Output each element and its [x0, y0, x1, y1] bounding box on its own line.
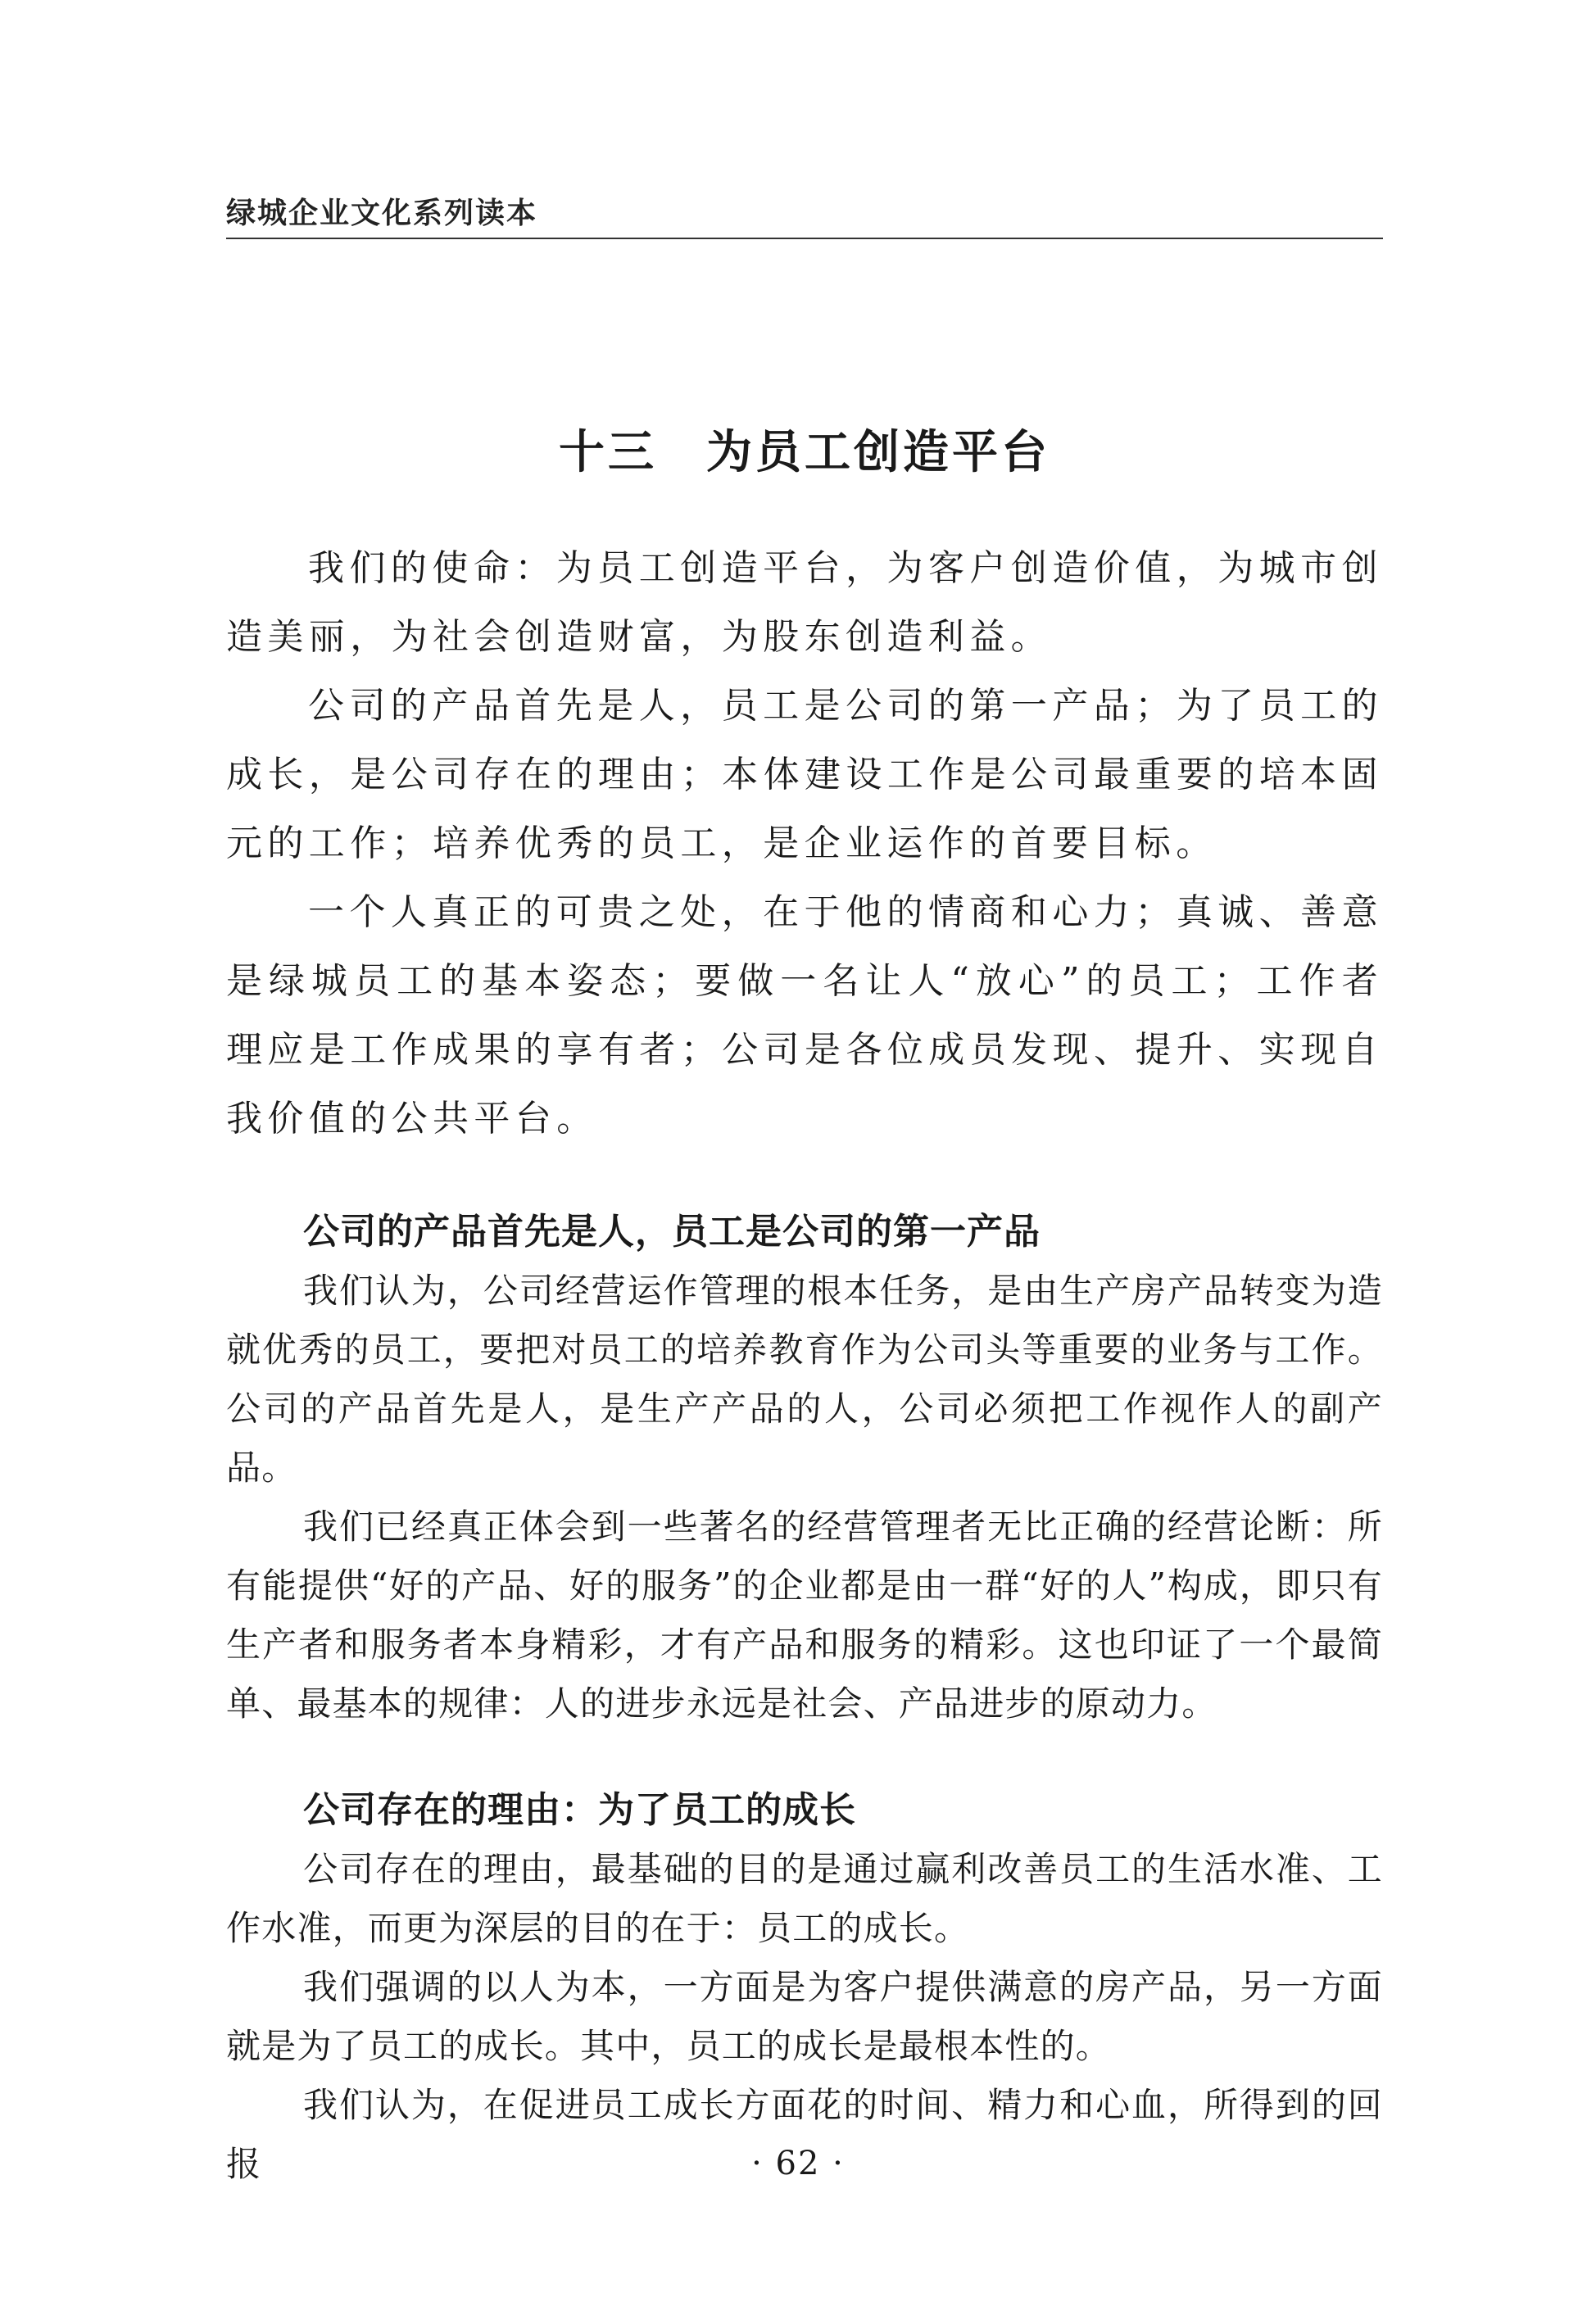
intro — [226, 534, 1383, 1153]
intro-paragraph: 公司的产品首先是人，员工是公司的第一产品；为了员工的成长，是公司存在的理由；本体建设工作是公司最重要的培本固元的工作；培养优秀的员工，是企业运作的首要目标。 — [226, 685, 1383, 864]
section-heading: 公司存在的理由：为了员工的成长 — [303, 1789, 856, 1831]
running-header: 绿城企业文化系列读本 — [226, 197, 538, 230]
section-heading: 公司的产品首先是人，员工是公司的第一产品 — [303, 1211, 1041, 1253]
chapter-title — [226, 416, 1383, 482]
body-paragraph: 我们强调的以人为本，一方面是为客户提供满意的房产品，另一方面就是为了员工的成长。其中，员工的成长是最根本性的。 — [226, 1967, 1383, 2066]
intro-paragraph: 我们的使命：为员工创造平台，为客户创造价值，为城市创造美丽，为社会创造财富，为股东创造利益。 — [226, 547, 1383, 658]
body-paragraph: 我们已经真正体会到一些著名的经营管理者无比正确的经营论断：所有能提供“好的产品、好的服务”的企业都是由一群“好的人”构成，即只有生产者和服务者本身精彩，才有产品和服务的精彩。这也印证了一个最简单、最基本的规律：人的进步永远是社会、产品进步的原动力。 — [226, 1507, 1383, 1724]
chapter-number: 十三 — [559, 425, 657, 479]
body-paragraph: 公司存在的理由，最基础的目的是通过赢利改善员工的生活水准、工作水准，而更为深层的目的在于：员工的成长。 — [226, 1849, 1383, 1948]
body-paragraph: 我们认为，在促进员工成长方面花的时间、精力和心血，所得到的回报 — [226, 2085, 1383, 2184]
page-body — [226, 534, 1383, 2194]
chapter-title-text: 为员工创造平台 — [706, 425, 1050, 479]
page-number: · 62 · — [751, 2145, 845, 2182]
section — [226, 1203, 1383, 1733]
header-rule — [226, 238, 1383, 239]
intro-paragraph: 一个人真正的可贵之处，在于他的情商和心力；真诚、善意是绿城员工的基本姿态；要做一名让人“放心”的员工；工作者理应是工作成果的享有者；公司是各位成员发现、提升、实现自我价值的公共平台。 — [226, 891, 1383, 1140]
section — [226, 1781, 1383, 2194]
body-paragraph: 我们认为，公司经营运作管理的根本任务，是由生产房产品转变为造就优秀的员工，要把对员工的培养教育作为公司头等重要的业务与工作。公司的产品首先是人，是生产产品的人，公司必须把工作视作人的副产品。 — [226, 1271, 1383, 1488]
